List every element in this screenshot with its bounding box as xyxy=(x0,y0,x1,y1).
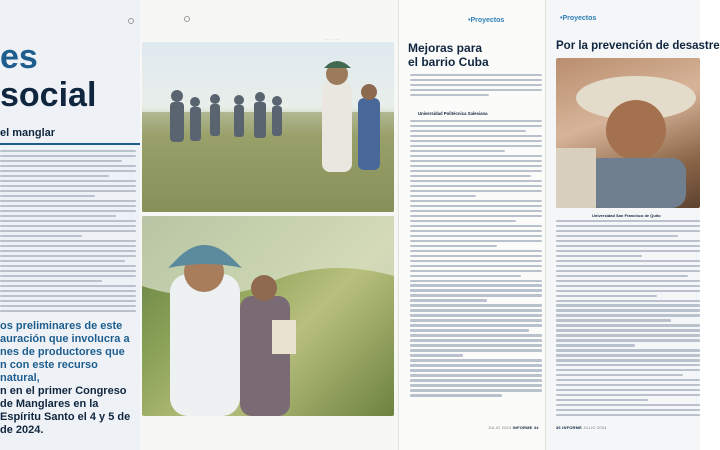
section-tag: • Proyectos xyxy=(468,17,504,24)
highlight-university: Universidad San Francisco de Quito xyxy=(592,213,661,218)
pull-quote-line: de 2024. xyxy=(0,423,44,436)
highlight-university: Universidad Politécnica Salesiana xyxy=(418,111,488,116)
title-line: el barrio Cuba xyxy=(408,54,489,69)
footer-page: 36 xyxy=(556,425,561,430)
footer-page: 34 xyxy=(533,425,539,430)
title-line: Mejoras para xyxy=(408,41,483,55)
women-in-field-illustration xyxy=(142,216,394,416)
researcher-closeup-photo xyxy=(556,58,700,208)
pull-quote-line: n con este recurso natural, xyxy=(0,358,98,384)
article-title: Por la prevención de desastre xyxy=(556,40,720,52)
footer-date: JULIO 2024 xyxy=(583,425,607,430)
registration-mark-icon xyxy=(184,16,190,22)
women-in-field-photo xyxy=(142,216,394,416)
page-footer xyxy=(556,425,607,430)
title-fragment-2: social xyxy=(0,76,97,114)
body-text-prevention xyxy=(556,220,700,416)
footer-magazine: INFORME xyxy=(562,425,583,430)
pull-quote-line: Espíritu Santo el 4 y 5 de xyxy=(0,410,131,423)
body-text-intro xyxy=(410,74,542,108)
body-text-left xyxy=(0,150,136,316)
subtitle: el manglar xyxy=(0,127,56,139)
field-workers-illustration xyxy=(142,42,394,212)
divider xyxy=(0,143,140,145)
registration-mark-icon xyxy=(128,18,134,24)
footer-date: JULIO 2024 xyxy=(488,425,512,430)
body-text-main xyxy=(410,120,542,406)
title-fragment-1: es xyxy=(0,38,38,76)
article-title xyxy=(408,42,538,70)
pull-quote-line: auración que involucra a xyxy=(0,332,130,345)
pull-quote xyxy=(0,320,132,437)
section-tag: • Proyectos xyxy=(560,15,596,22)
pull-quote-line: os preliminares de este xyxy=(0,320,123,332)
footer-magazine: INFORME xyxy=(512,425,533,430)
field-workers-photo xyxy=(142,42,394,212)
pull-quote-line: de Manglares en la xyxy=(0,397,99,410)
pull-quote-line: n en el primer Congreso xyxy=(0,384,127,397)
researcher-illustration xyxy=(556,58,700,208)
page-footer xyxy=(488,425,539,430)
pull-quote-line: nes de productores que xyxy=(0,345,125,358)
photo-credit: · · · · · · · xyxy=(325,38,339,42)
